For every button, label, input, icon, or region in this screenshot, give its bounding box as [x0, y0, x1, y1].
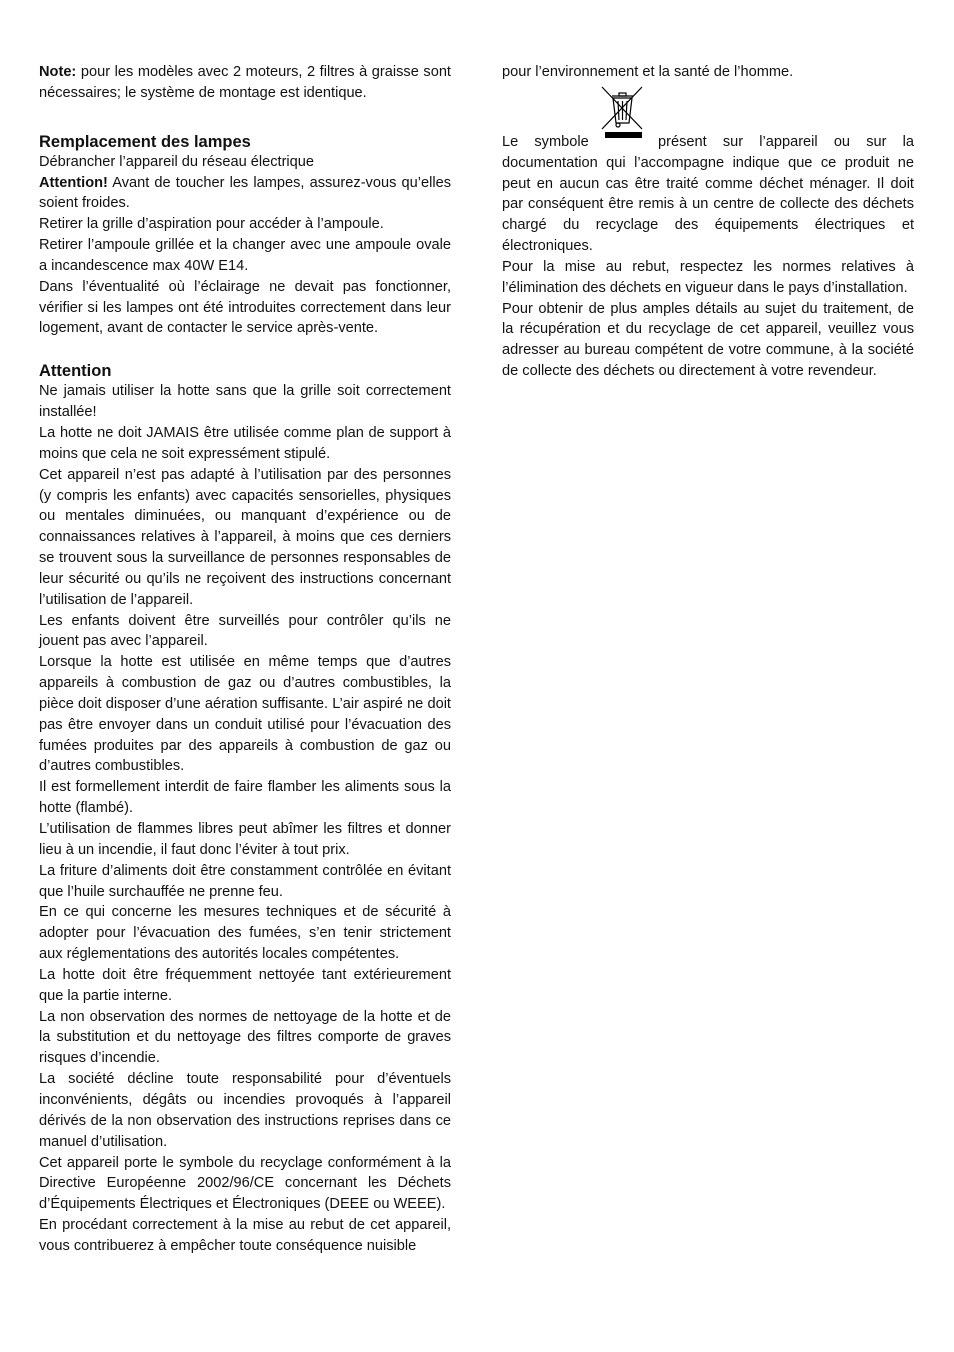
attention-paragraph: La friture d’aliments doit être constamment contrôlée en évitant que l’huile surchauffée ne prenne feu. [39, 862, 451, 900]
lamps-paragraph-unplug: Débrancher l’appareil du réseau électrique [39, 153, 315, 170]
lamps-attention-label: Attention! [39, 174, 108, 191]
disposal-paragraph: Pour la mise au rebut, respectez les normes relatives à l’élimination des déchets en vigueur dans le pays d’installation. [502, 258, 914, 296]
attention-paragraph: L’utilisation de flammes libres peut abîmer les filtres et donner lieu à un incendie, il faut donc l’éviter à tout prix. [39, 821, 451, 858]
symbol-word: présent [658, 133, 707, 150]
attention-paragraph: Lorsque la hotte est utilisée en même temps que d’autres appareils à combustion de gaz ou d’autres combustibles, la pièce doit disposer d’une aération suffisante. L’air aspiré ne doit pas être envoyer dans un conduit utilisé pour l’évacuation des fumées produites par des appareils à combustion de gaz ou d’autres combustibles. [39, 654, 451, 775]
attention-paragraph: Cet appareil porte le symbole du recyclage conformément à la Directive Européenne 2002/96/CE concernant les Déchets d’Équipements Électriques et Électroniques (DEEE ou WEEE). [39, 1154, 451, 1213]
attention-paragraph: Les enfants doivent être surveillés pour contrôler qu’ils ne jouent pas avec l’appareil. [39, 612, 451, 650]
symbol-word: l’appareil [759, 133, 818, 150]
symbol-word: Le [502, 133, 519, 150]
attention-paragraph: En procédant correctement à la mise au rebut de cet appareil, vous contribuerez à empêcher toute conséquence nuisible [39, 1217, 451, 1254]
attention-paragraph: La hotte ne doit JAMAIS être utilisée comme plan de support à moins que cela ne soit expressément stipulé. [39, 424, 451, 462]
attention-paragraph: La hotte doit être fréquemment nettoyée tant extérieurement que la partie interne. [39, 966, 451, 1004]
weee-symbol-bar-icon [605, 132, 642, 138]
lamps-paragraph-troubleshoot: Dans l’éventualité où l’éclairage ne devait pas fonctionner, vérifier si les lampes ont été introduites correctement dans leur logement, avant de contacter le service après-vente. [39, 278, 451, 337]
section-title-attention: Attention [39, 362, 112, 381]
lamps-paragraph-bulb: Retirer l’ampoule grillée et la changer avec une ampoule ovale a incandescence max 40W E14. [39, 237, 451, 274]
attention-paragraph: Ne jamais utiliser la hotte sans que la grille soit correctement installée! [39, 383, 451, 421]
note-text: pour les modèles avec 2 moteurs, 2 filtres à graisse sont nécessaires; le système de montage est identique. [39, 64, 451, 101]
symbol-paragraph-first-line [502, 132, 914, 153]
symbol-word: ou [833, 133, 851, 150]
crossed-out-wheelie-bin-icon [600, 85, 644, 131]
attention-paragraph: Cet appareil n’est pas adapté à l’utilisation par des personnes (y compris les enfants) avec capacités sensorielles, physiques ou mentales diminuées, ou manquant d’expérience ou de connaissances relatives à l’appareil, à moins que ces derniers se trouvent sous la surveillance de personnes responsables de leur sécurité ou qu’ils ne reçoivent des instructions concernant l’utilisation de l’appareil. [39, 466, 451, 608]
symbol-word: sur [722, 133, 744, 150]
note-paragraph [39, 0, 451, 104]
symbol-word: sur [866, 133, 887, 150]
note-label: Note: [39, 64, 77, 80]
attention-paragraph: En ce qui concerne les mesures techniques et de sécurité à adopter pour l’évacuation des fumées, s’en tenir strictement aux réglementations des autorités locales compétentes. [39, 904, 451, 963]
right-column [502, 0, 914, 382]
symbol-word: la [902, 133, 914, 150]
lamps-paragraph-attention [39, 173, 451, 215]
symbol-word: symbole [534, 133, 589, 150]
weee-symbol-area [502, 83, 914, 132]
attention-paragraph: La société décline toute responsabilité pour d’éventuels inconvénients, dégâts ou incendies provoqués à l’appareil dérivés de la non observation des instructions reprises dans ce manuel d’utilisation. [39, 1071, 451, 1150]
symbol-paragraph-rest: documentation qui l’accompagne indique que ce produit ne peut en aucun cas être traité comme déchet ménager. Il doit par conséquent être remis à un centre de collecte des déchets chargé du recyclage des équipements électriques et électroniques. [502, 154, 914, 255]
attention-paragraph: Il est formellement interdit de faire flamber les aliments sous la hotte (flambé). [39, 779, 451, 817]
left-column [39, 0, 451, 1257]
attention-paragraph: La non observation des normes de nettoyage de la hotte et de la substitution et du nettoyage des filtres comporte de graves risques d’incendie. [39, 1008, 451, 1067]
lamps-paragraph-grille: Retirer la grille d’aspiration pour accéder à l’ampoule. [39, 216, 384, 233]
lamps-attention-text: Avant de toucher les lampes, assurez-vous qu’elles soient froides. [39, 174, 451, 212]
section-title-lamp-replacement: Remplacement des lampes [39, 132, 251, 151]
details-paragraph: Pour obtenir de plus amples détails au sujet du traitement, de la récupération et du recyclage de cet appareil, veuillez vous adresser au bureau compétent de votre commune, à la société de collecte des déchets ou directement à votre revendeur. [502, 300, 914, 380]
continuation-paragraph: pour l’environnement et la santé de l’homme. [502, 64, 794, 80]
